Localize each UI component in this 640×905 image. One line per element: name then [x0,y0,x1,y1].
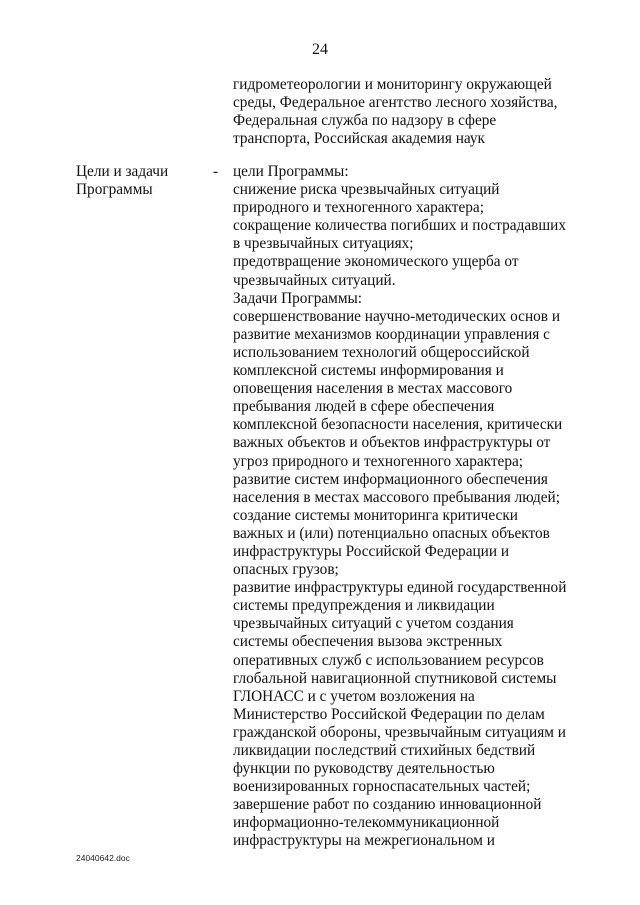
section-value-line: оперативных служб с использованием ресурсов [233,651,544,669]
section-value-line: совершенствование научно-методических основ и [233,307,561,325]
section-value-line: опасных грузов; [233,561,339,579]
continuation-text [233,76,573,148]
section-value-line: развитие инфраструктуры единой государственной [233,579,567,597]
section-value-line: информационно-телекоммуникационной [233,814,500,832]
continuation-line: среды, Федеральное агентство лесного хозяйства, [233,94,558,112]
section-value-line: предотвращение экономического ущерба от [233,253,519,271]
section-value-line: чрезвычайных ситуаций с учетом создания [233,615,514,633]
section-value-line: в чрезвычайных ситуациях; [233,235,414,253]
section-value-line: важных и (или) потенциально опасных объектов [233,524,550,542]
section-value-line: важных объектов и объектов инфраструктуры от [233,434,551,452]
section-value [233,163,593,851]
section-value-line: гражданской обороны, чрезвычайным ситуациям и [233,723,566,741]
section-value-line: функции по руководству деятельностью [233,760,495,778]
section-value-line: системы предупреждения и ликвидации [233,597,495,615]
section-value-line: комплексной системы информирования и [233,362,504,380]
footer-filename: 24040642.doc [76,853,130,863]
section-value-line: цели Программы: [233,163,349,180]
page-number: 24 [312,41,328,58]
section-value-line: завершение работ по созданию инновационной [233,796,542,814]
section-value-line: снижение риска чрезвычайных ситуаций [233,181,500,199]
section-value-line: населения в местах массового пребывания людей; [233,488,560,506]
section-label-line: Программы [76,181,153,199]
section-value-line: глобальной навигационной спутниковой системы [233,669,557,687]
section-value-line: комплексной безопасности населения, критически [233,416,563,434]
section-value-line: Министерство Российской Федерации по делам [233,705,545,723]
section-value-line: оповещения населения в местах массового [233,380,513,398]
section-value-line: природного и техногенного характера; [233,199,484,217]
section-value-line: чрезвычайных ситуаций. [233,271,396,289]
section-value-line: создание системы мониторинга критически [233,506,518,524]
section-separator: - [213,163,219,180]
section-label-line: Цели и задачи [76,163,169,180]
section-label [76,163,196,199]
section-value-line: военизированных горноспасательных частей; [233,778,531,796]
section-value-line: Задачи Программы: [233,289,363,307]
section-value-line: развитие механизмов координации управления с [233,325,550,343]
section-value-line: пребывания людей в сфере обеспечения [233,398,495,416]
section-value-line: инфраструктуры Российской Федерации и [233,542,510,560]
section-value-line: сокращение количества погибших и пострадавших [233,217,567,235]
section-value-line: инфраструктуры на межрегиональном и [233,832,495,850]
continuation-line: Федеральная служба по надзору в сфере [233,112,497,130]
section-value-line: угроз природного и техногенного характера; [233,452,524,470]
section-value-line: ГЛОНАСС и с учетом возложения на [233,687,475,705]
section-value-line: развитие систем информационного обеспечения [233,470,548,488]
section-value-line: ликвидации последствий стихийных бедствий [233,742,536,759]
section-value-line: системы обеспечения вызова экстренных [233,633,503,651]
continuation-line: транспорта, Российская академия наук [233,130,485,148]
continuation-line: гидрометеорологии и мониторингу окружающей [233,76,552,93]
section-value-line: использованием технологий общероссийской [233,343,530,361]
